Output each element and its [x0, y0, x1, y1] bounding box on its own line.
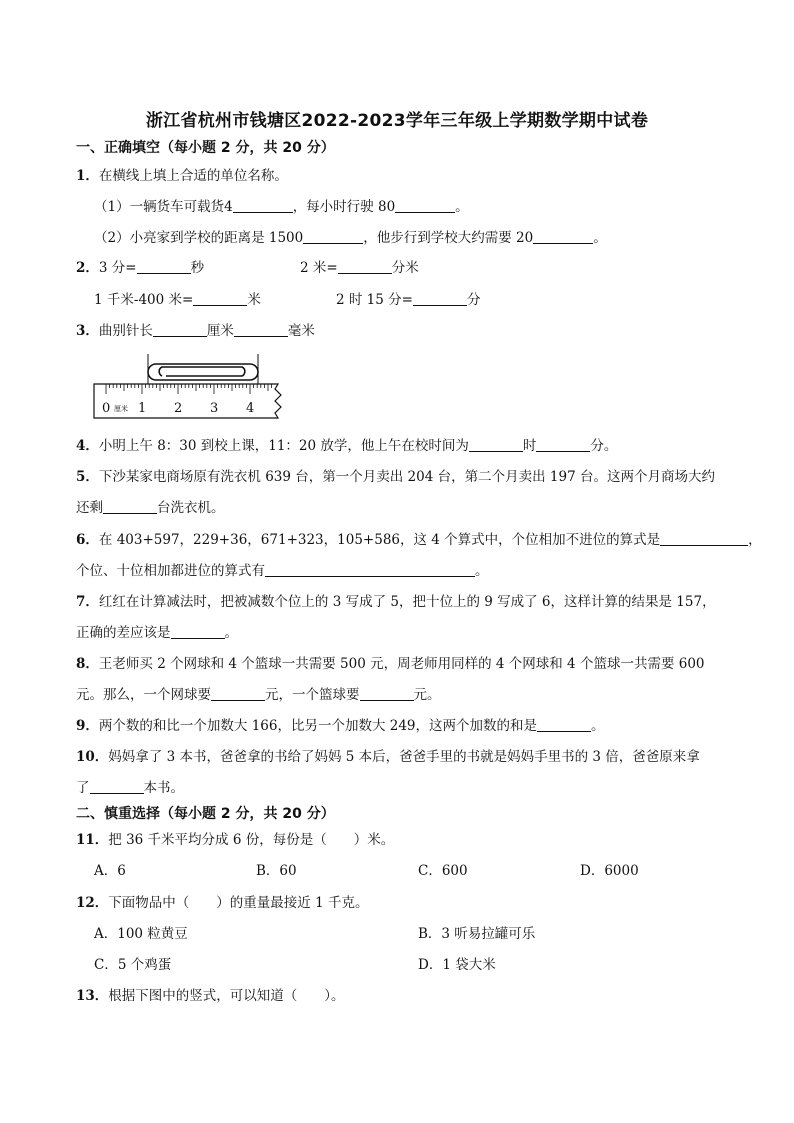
- ruler-number: 4: [246, 401, 255, 416]
- option-a[interactable]: A．100 粒黄豆: [94, 926, 188, 942]
- question-text: 根据下图中的竖式，可以知道（ ）。: [108, 988, 345, 1004]
- question-number: 10．: [76, 749, 109, 765]
- question-11: [76, 830, 394, 850]
- text: 正确的差应该是: [76, 625, 171, 641]
- question-number: 7．: [76, 594, 99, 610]
- answer-blank[interactable]: [153, 322, 207, 337]
- question-5-line-2: [76, 498, 225, 518]
- ruler-number: 0: [102, 401, 111, 416]
- question-2-item-d: [336, 290, 480, 310]
- question-6-line-2: [76, 561, 489, 581]
- question-12: [76, 893, 368, 913]
- text: 本书。: [143, 780, 184, 796]
- answer-blank[interactable]: [211, 686, 265, 701]
- option-c[interactable]: C．5 个鸡蛋: [94, 957, 172, 973]
- question-7-line-1: [76, 592, 716, 612]
- text: 。: [455, 199, 469, 215]
- answer-blank[interactable]: [413, 291, 467, 306]
- question-10-line-1: [76, 747, 700, 767]
- question-number: 6．: [76, 532, 99, 548]
- text: 元。: [413, 687, 441, 703]
- answer-blank[interactable]: [660, 531, 748, 546]
- option-d[interactable]: D．1 袋大米: [418, 957, 496, 973]
- text: 台洗衣机。: [157, 500, 225, 516]
- text: （2）小亮家到学校的距离是 1500: [94, 230, 304, 246]
- text: 在 403+597，229+36，671+323，105+586，这 4 个算式中，个位相加不进位的算式是: [98, 532, 661, 548]
- answer-blank[interactable]: [137, 259, 191, 274]
- text: 。: [475, 563, 489, 579]
- text: 厘米: [206, 323, 234, 339]
- question-5-line-1: [76, 467, 715, 487]
- answer-blank[interactable]: [360, 686, 414, 701]
- answer-blank[interactable]: [533, 229, 593, 244]
- text: 红红在计算减法时，把被减数个位上的 3 写成了 5，把十位上的 9 写成了 6，这样计算的结果是 157，: [98, 594, 716, 610]
- text: 2 米=: [300, 260, 338, 276]
- answer-blank[interactable]: [90, 779, 144, 794]
- question-8-line-2: [76, 685, 441, 705]
- text: 妈妈拿了 3 本书，爸爸拿的书给了妈妈 5 本后，爸爸手里的书就是妈妈手里书的 3 倍，爸爸原来拿: [108, 749, 700, 765]
- text: 2 时 15 分=: [336, 292, 413, 308]
- question-2-item-b: [300, 258, 419, 278]
- ruler-number: 2: [174, 401, 183, 416]
- question-number: 11．: [76, 832, 109, 848]
- text: 曲别针长: [98, 323, 153, 339]
- answer-blank[interactable]: [193, 291, 247, 306]
- text: 分: [466, 292, 481, 308]
- question-2-row-1: [76, 258, 204, 278]
- question-number: 12．: [76, 895, 109, 911]
- answer-blank[interactable]: [338, 259, 392, 274]
- ruler-unit-label: 厘米: [114, 405, 128, 413]
- text: 1 千米-400 米=: [94, 292, 194, 308]
- answer-blank[interactable]: [265, 562, 475, 577]
- text: ，: [748, 532, 762, 548]
- answer-blank[interactable]: [536, 437, 590, 452]
- answer-blank[interactable]: [233, 198, 293, 213]
- text: ，每小时行驶 80: [292, 199, 396, 215]
- text: 3 分=: [98, 260, 137, 276]
- text: 分米: [391, 260, 419, 276]
- text: 个位、十位相加都进位的算式有: [76, 563, 265, 579]
- page-title: 浙江省杭州市钱塘区2022-2023学年三年级上学期数学期中试卷: [145, 111, 649, 131]
- text: 。: [591, 718, 605, 734]
- section-2-heading: 二、慎重选择（每小题 2 分，共 20 分）: [76, 806, 335, 822]
- question-7-line-2: [76, 623, 238, 643]
- answer-blank[interactable]: [469, 437, 523, 452]
- ruler-number: 1: [138, 401, 147, 416]
- question-number: 13．: [76, 988, 109, 1004]
- question-number: 5．: [76, 469, 99, 485]
- question-1-part-1: [94, 197, 469, 217]
- text: 元，一个篮球要: [265, 687, 360, 703]
- question-text: 下面物品中（ ）的重量最接近 1 千克。: [108, 895, 369, 911]
- text: （1）一辆货车可载货4: [94, 199, 233, 215]
- question-1: [76, 166, 288, 186]
- text: 。: [593, 230, 607, 246]
- text: 毫米: [287, 323, 315, 339]
- answer-blank[interactable]: [303, 229, 363, 244]
- text: 时: [522, 438, 537, 454]
- option-b[interactable]: B．3 听易拉罐可乐: [418, 926, 536, 942]
- text: 下沙某家电商场原有洗衣机 639 台，第一个月卖出 204 台，第二个月卖出 197 台。这两个月商场大约: [98, 469, 715, 485]
- question-9: [76, 716, 605, 736]
- answer-blank[interactable]: [234, 322, 288, 337]
- text: 。: [224, 625, 238, 641]
- option-a[interactable]: A．6: [94, 863, 126, 879]
- option-b[interactable]: B．60: [256, 863, 297, 879]
- question-number: 2．: [76, 260, 99, 276]
- question-3: [76, 321, 315, 341]
- question-6-line-1: [76, 530, 762, 550]
- text: 王老师买 2 个网球和 4 个篮球一共需要 500 元，周老师用同样的 4 个网球和 4 个篮球一共需要 600: [98, 656, 705, 672]
- question-text: 在横线上填上合适的单位名称。: [98, 168, 288, 184]
- question-10-line-2: [76, 778, 184, 798]
- question-13: [76, 986, 345, 1006]
- question-number: 9．: [76, 718, 99, 734]
- ruler-number: 3: [210, 401, 219, 416]
- answer-blank[interactable]: [103, 499, 157, 514]
- option-d[interactable]: D．6000: [580, 863, 639, 879]
- question-4: [76, 436, 617, 456]
- text: 米: [247, 292, 261, 308]
- question-number: 8．: [76, 656, 99, 672]
- question-8-line-1: [76, 654, 705, 674]
- section-1-heading: 一、正确填空（每小题 2 分，共 20 分）: [76, 140, 335, 156]
- question-2-row-2: [94, 290, 261, 310]
- text: 两个数的和比一个加数大 166，比另一个加数大 249，这两个加数的和是: [98, 718, 538, 734]
- question-number: 3．: [76, 323, 99, 339]
- answer-blank[interactable]: [395, 198, 455, 213]
- text: 还剩: [76, 500, 103, 516]
- text: 分。: [590, 438, 618, 454]
- option-c[interactable]: C．600: [418, 863, 468, 879]
- text: 元。那么，一个网球要: [76, 687, 211, 703]
- question-number: 1．: [76, 168, 99, 184]
- answer-blank[interactable]: [171, 624, 225, 639]
- text: 秒: [190, 260, 205, 276]
- question-text: 把 36 千米平均分成 6 份，每份是（ ）米。: [108, 832, 395, 848]
- answer-blank[interactable]: [537, 717, 591, 732]
- question-number: 4．: [76, 438, 99, 454]
- question-1-part-2: [94, 228, 607, 248]
- paperclip-ruler-figure: [92, 354, 292, 420]
- paperclip-image: [148, 364, 258, 380]
- text: ，他步行到学校大约需要 20: [363, 230, 534, 246]
- text: 小明上午 8：30 到校上课，11：20 放学，他上午在校时间为: [98, 438, 469, 454]
- text: 了: [76, 780, 90, 796]
